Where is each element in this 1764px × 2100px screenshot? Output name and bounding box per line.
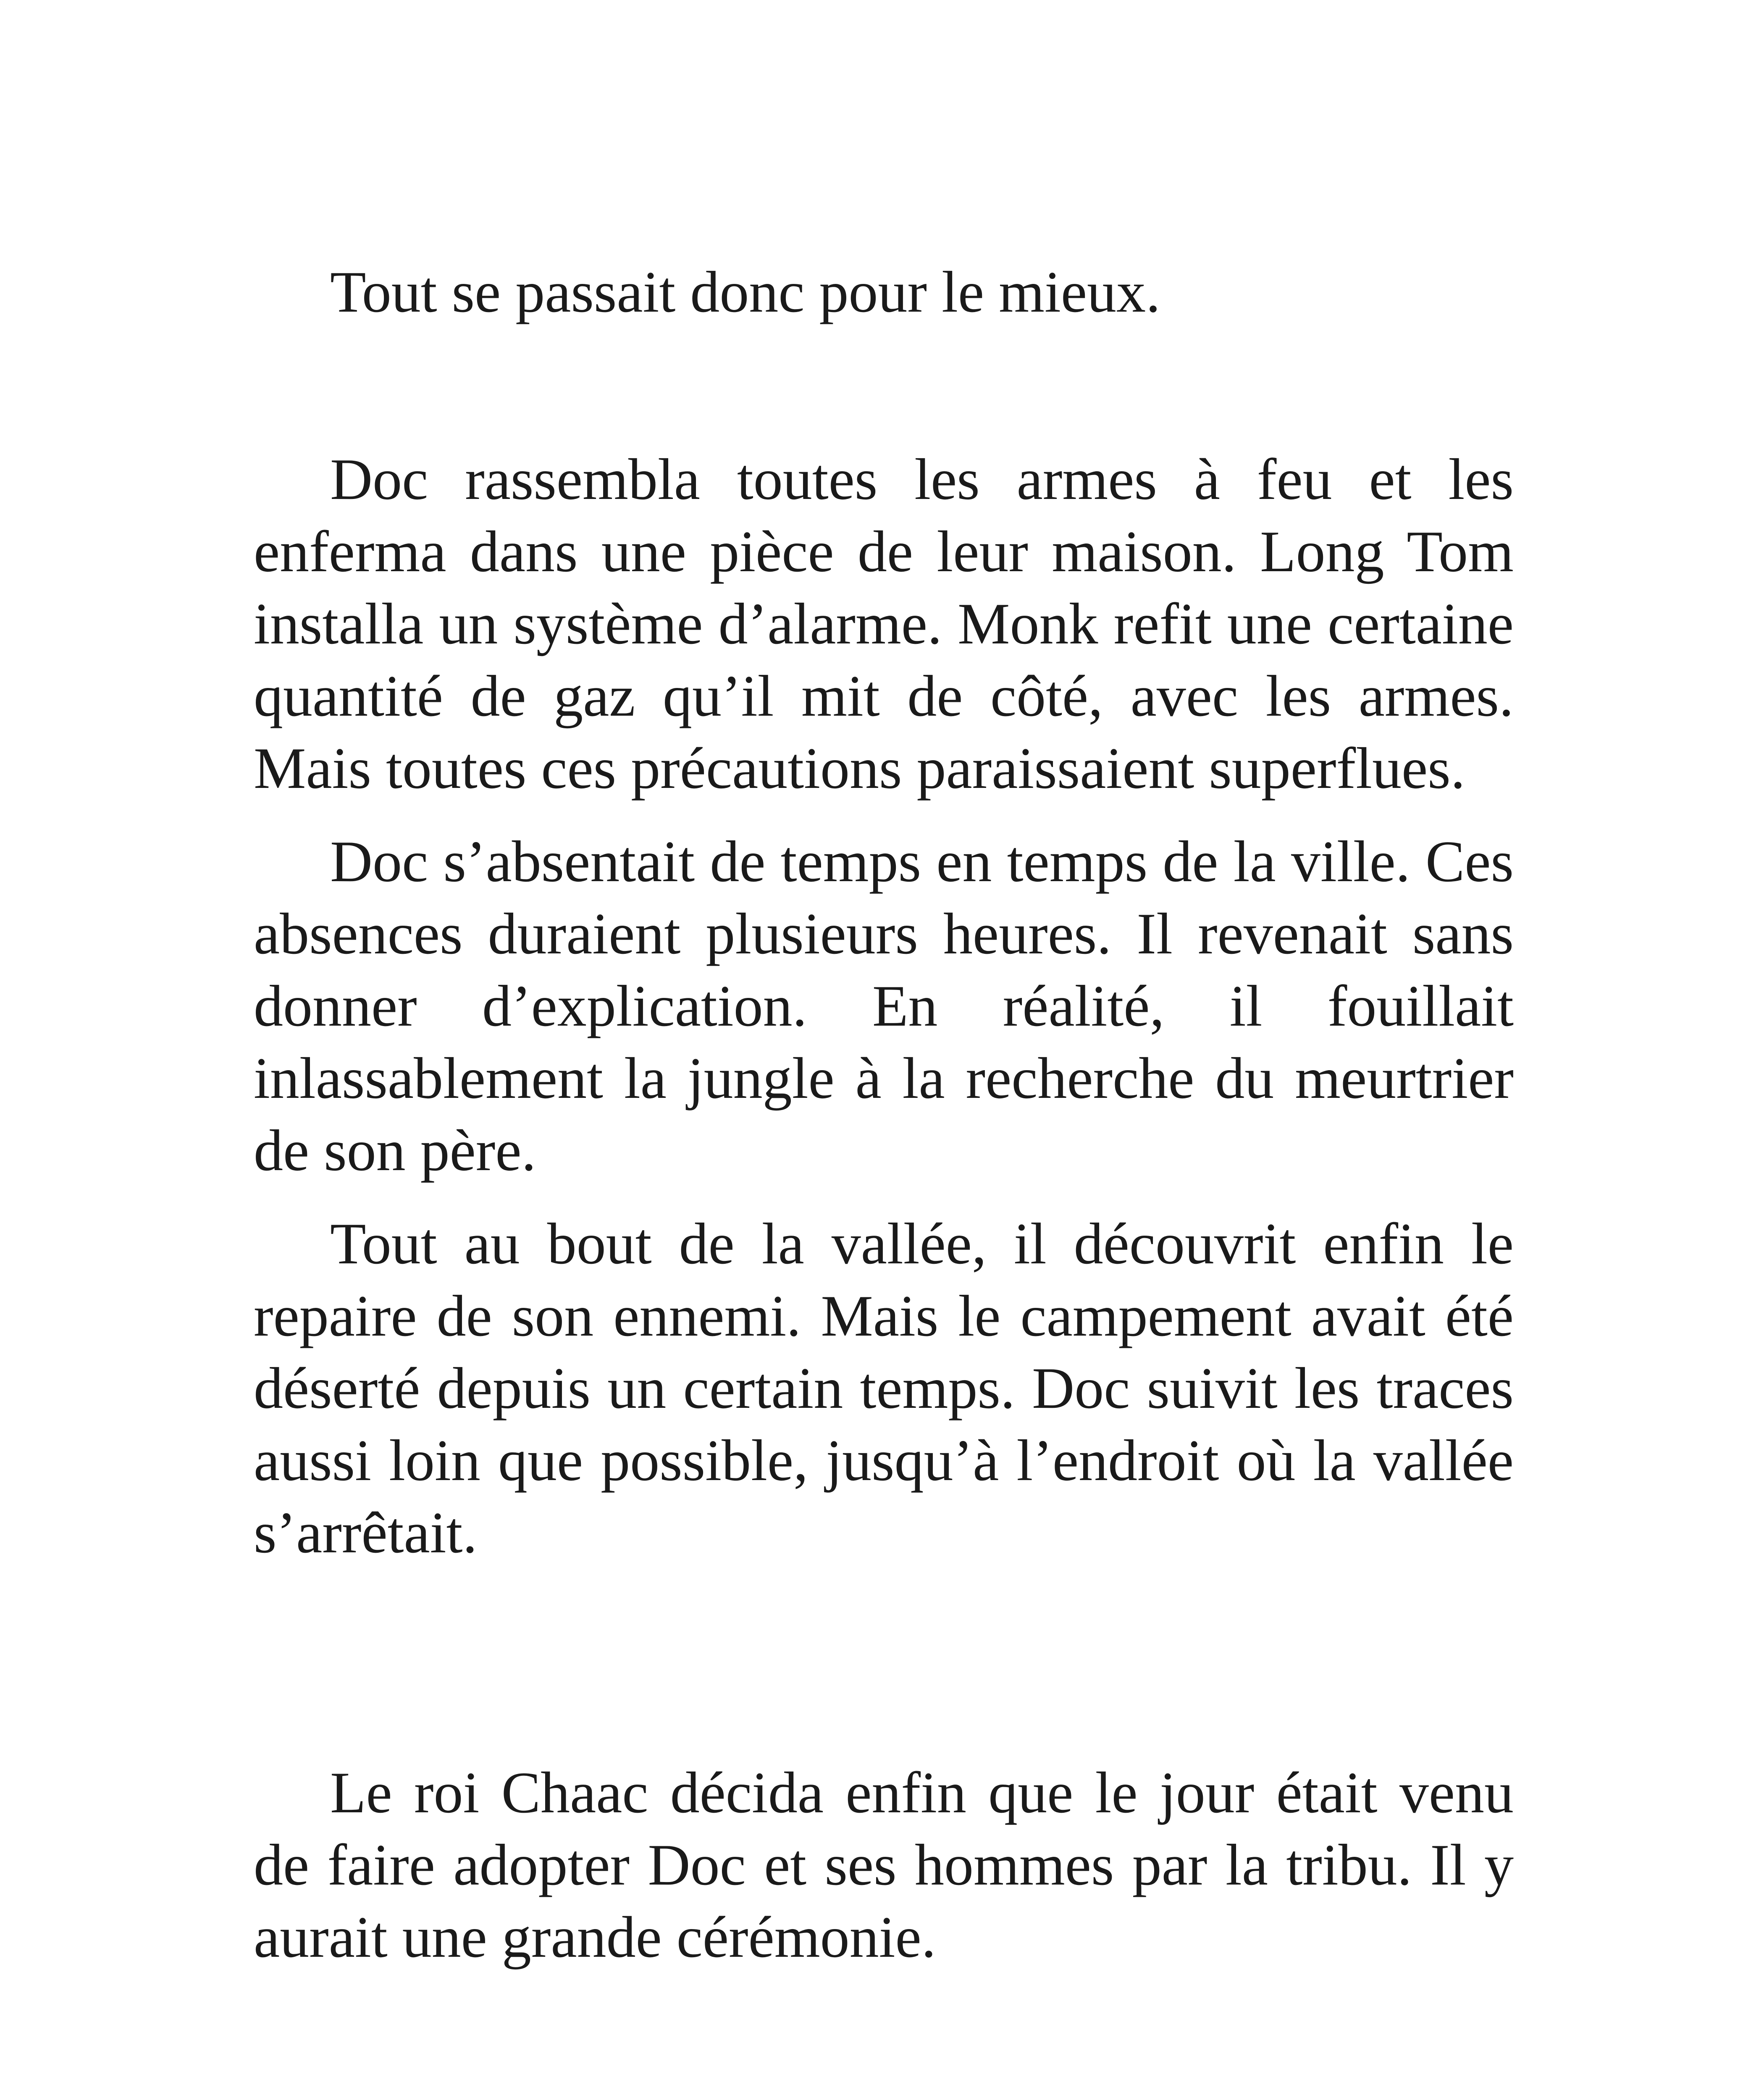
- text-block-top: [254, 256, 1514, 349]
- paragraph: Doc rassembla toutes les armes à feu et les enferma dans une pièce de leur maison. Long Tom installa un système d’alarme. Monk refit une certaine quantité de gaz qu’il mit de côté, avec les armes. Mais toutes ces précautions paraissaient superflues.: [254, 447, 1514, 801]
- text-block-bottom: [254, 1757, 1514, 1995]
- paragraph: Le roi Chaac décida enfin que le jour était venu de faire adopter Doc et ses hommes par la tribu. Il y aurait une grande cérémonie.: [254, 1760, 1514, 1970]
- paragraph: Doc s’absentait de temps en temps de la ville. Ces absences duraient plusieurs heures. Il revenait sans donner d’explication. En réalité, il fouillait inlassablement la jungle à la recherche du meurtrier de son père.: [254, 829, 1514, 1183]
- paragraph: Tout se passait donc pour le mieux.: [330, 260, 1161, 325]
- paragraph: Tout au bout de la vallée, il découvrit enfin le repaire de son ennemi. Mais le campement avait été déserté depuis un certain temps. Doc suivit les traces aussi loin que possible, jusqu’à l’endroit où la vallée s’arrêtait.: [254, 1211, 1514, 1565]
- text-block-middle: [254, 444, 1514, 1590]
